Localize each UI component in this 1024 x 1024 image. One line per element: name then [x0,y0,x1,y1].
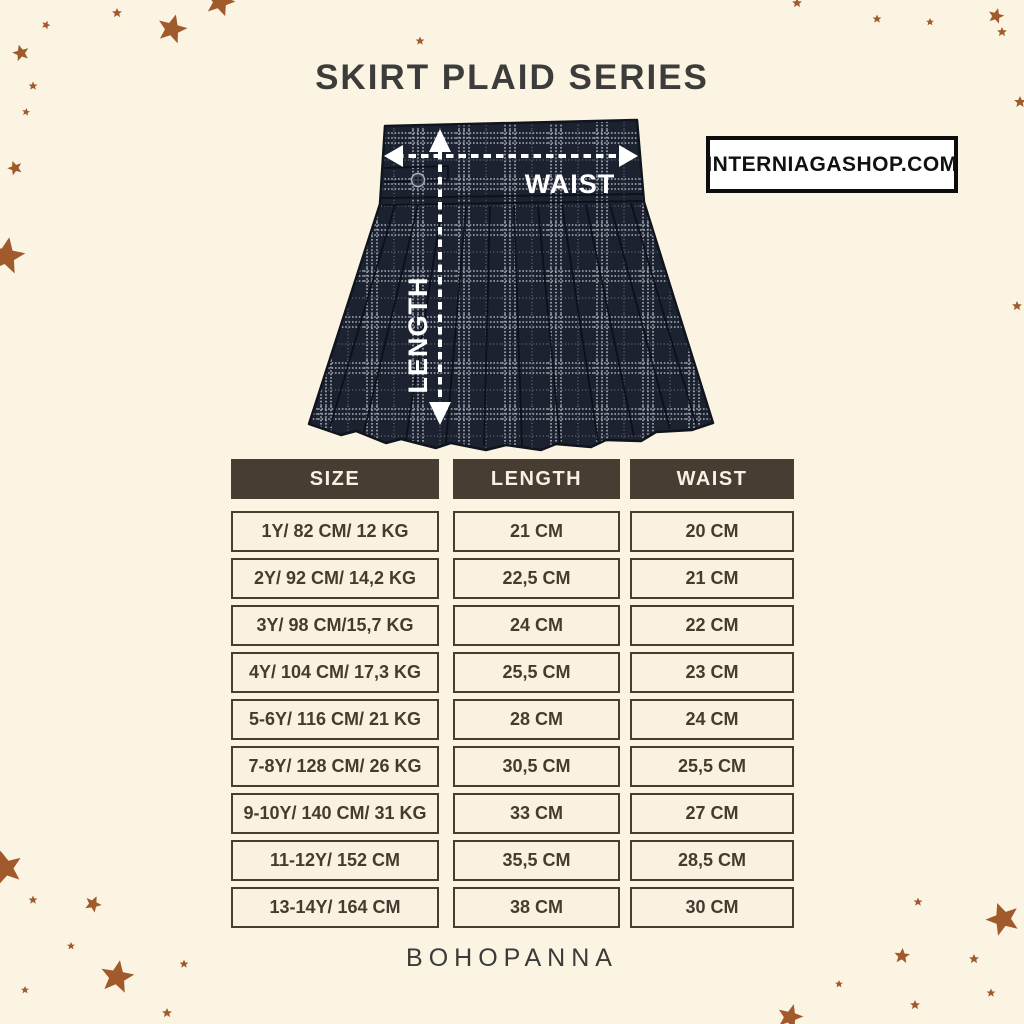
length-cell: 25,5 CM [453,652,620,693]
table-row [231,887,794,928]
length-cell: 22,5 CM [453,558,620,599]
size-cell: 11-12Y/ 152 CM [231,840,439,881]
table-row [231,605,794,646]
page-title: SKIRT PLAID SERIES [315,58,709,97]
table-row [231,699,794,740]
shop-badge [706,136,958,193]
waist-cell: 22 CM [630,605,794,646]
column-header-waist: WAIST [630,459,794,499]
size-table [231,459,794,934]
size-cell: 13-14Y/ 164 CM [231,887,439,928]
length-cell: 33 CM [453,793,620,834]
size-table-header [231,459,794,499]
waist-label: WAIST [524,169,616,199]
waist-cell: 27 CM [630,793,794,834]
table-row [231,793,794,834]
size-cell: 7-8Y/ 128 CM/ 26 KG [231,746,439,787]
length-cell: 24 CM [453,605,620,646]
length-cell: 28 CM [453,699,620,740]
waist-cell: 28,5 CM [630,840,794,881]
column-header-length: LENGTH [453,459,620,499]
size-cell: 1Y/ 82 CM/ 12 KG [231,511,439,552]
size-cell: 2Y/ 92 CM/ 14,2 KG [231,558,439,599]
table-row [231,511,794,552]
column-header-size: SIZE [231,459,439,499]
skirt-body [309,120,713,450]
length-cell: 21 CM [453,511,620,552]
brand-footer: BOHOPANNA [406,944,618,972]
table-row [231,652,794,693]
length-cell: 30,5 CM [453,746,620,787]
waist-cell: 30 CM [630,887,794,928]
size-cell: 4Y/ 104 CM/ 17,3 KG [231,652,439,693]
skirt-illustration [300,110,718,455]
skirt-button [412,174,425,187]
length-cell: 38 CM [453,887,620,928]
length-label: LENGTH [403,276,433,394]
shop-badge-text: INTERNIAGASHOP.COM [706,152,958,176]
waist-cell: 24 CM [630,699,794,740]
table-row [231,558,794,599]
skirt-diagram [300,110,718,455]
waist-cell: 25,5 CM [630,746,794,787]
length-cell: 35,5 CM [453,840,620,881]
waist-cell: 23 CM [630,652,794,693]
waist-cell: 20 CM [630,511,794,552]
table-row [231,746,794,787]
size-cell: 5-6Y/ 116 CM/ 21 KG [231,699,439,740]
waist-cell: 21 CM [630,558,794,599]
size-cell: 9-10Y/ 140 CM/ 31 KG [231,793,439,834]
size-cell: 3Y/ 98 CM/15,7 KG [231,605,439,646]
table-row [231,840,794,881]
